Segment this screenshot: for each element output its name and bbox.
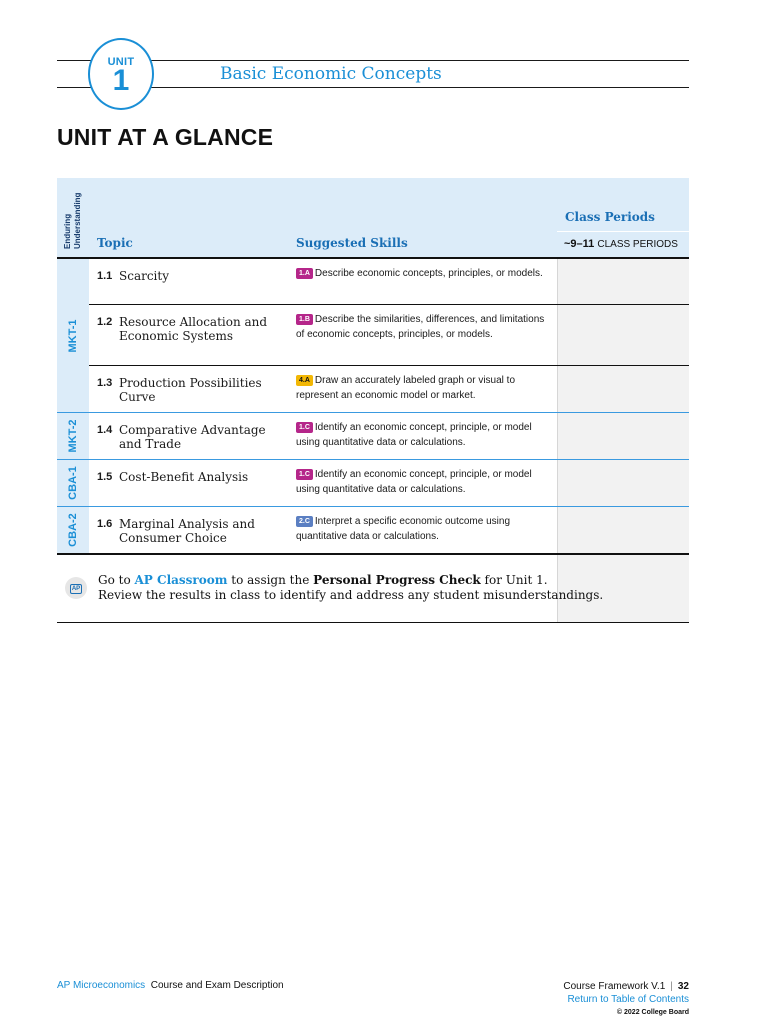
eu-group-cba-2 xyxy=(57,507,689,555)
progress-check-row xyxy=(57,555,689,623)
skill xyxy=(296,374,546,403)
skill xyxy=(296,267,546,282)
unit-badge xyxy=(88,38,154,110)
topic-number: 1.2 xyxy=(97,316,113,328)
eu-group-mkt-2 xyxy=(57,413,689,460)
skill-badge: 1.C xyxy=(296,422,313,433)
skill-text: Describe economic concepts, principles, or models. xyxy=(314,268,543,279)
skill-text: Interpret a specific economic outcome using quantitative data or calculations. xyxy=(296,516,511,542)
topic xyxy=(97,376,287,404)
skill xyxy=(296,313,546,342)
skill xyxy=(296,468,546,497)
skill-badge: 2.C xyxy=(296,516,313,527)
header-topic: Topic xyxy=(97,236,133,250)
topic-name: Scarcity xyxy=(119,269,169,283)
eu-column xyxy=(57,507,89,553)
skill-text: Identify an economic concept, principle, or model using quantitative data or calculations. xyxy=(296,422,532,448)
class-periods-cell xyxy=(557,413,689,459)
topic-name: Production Possibilities Curve xyxy=(119,376,262,404)
return-to-toc-link[interactable]: Return to Table of Contents xyxy=(567,994,689,1005)
topic-number: 1.1 xyxy=(97,270,113,282)
eu-label: CBA-1 xyxy=(67,466,79,500)
topic-name: Comparative Advantage and Trade xyxy=(119,423,266,451)
class-periods-cell xyxy=(557,507,689,553)
topic xyxy=(97,423,287,451)
skill-badge: 1.A xyxy=(296,268,313,279)
eu-group-mkt-1 xyxy=(57,259,689,413)
header-class-periods xyxy=(557,178,689,257)
topic-number: 1.3 xyxy=(97,377,113,389)
topic-name: Marginal Analysis and Consumer Choice xyxy=(119,517,255,545)
topic-name: Cost-Benefit Analysis xyxy=(119,470,249,484)
skill xyxy=(296,421,546,450)
table-row xyxy=(89,259,689,305)
eu-group-cba-1 xyxy=(57,460,689,507)
footer-brand: AP Microeconomics xyxy=(57,980,146,991)
page-title: UNIT AT A GLANCE xyxy=(57,124,274,150)
unit-word: UNIT xyxy=(107,56,135,68)
topic-number: 1.5 xyxy=(97,471,113,483)
topic-name: Resource Allocation and Economic Systems xyxy=(119,315,268,343)
table-row xyxy=(89,413,689,459)
skill-badge: 1.C xyxy=(296,469,313,480)
table-row xyxy=(89,460,689,506)
eu-column xyxy=(57,460,89,506)
ap-classroom-icon: AP xyxy=(65,577,87,599)
skill-text: Identify an economic concept, principle, or model using quantitative data or calculations. xyxy=(296,469,532,495)
footer-framework: Course Framework V.1 xyxy=(563,981,666,992)
class-periods-cell xyxy=(557,259,689,304)
class-periods-cell xyxy=(557,305,689,365)
skill-badge: 1.B xyxy=(296,314,313,325)
header-enduring-understanding: Enduring Understanding xyxy=(63,192,82,249)
header-suggested-skills: Suggested Skills xyxy=(296,236,408,250)
topic-number: 1.6 xyxy=(97,518,113,530)
footer-left xyxy=(57,980,284,991)
skill xyxy=(296,515,546,544)
page-number: 32 xyxy=(677,981,689,992)
table-row xyxy=(89,366,689,412)
footer-doc: Course and Exam Description xyxy=(150,980,284,991)
table-header xyxy=(57,178,689,259)
table-row xyxy=(89,507,689,553)
class-periods-label: Class Periods xyxy=(565,210,655,224)
class-periods-cell xyxy=(557,460,689,506)
class-periods-divider xyxy=(557,231,689,232)
topic xyxy=(97,269,287,283)
unit-title: Basic Economic Concepts xyxy=(220,64,442,84)
topic xyxy=(97,517,287,545)
class-periods-value: ~9–11 CLASS PERIODS xyxy=(564,238,678,250)
eu-column xyxy=(57,413,89,459)
skill-text: Describe the similarities, differences, and limitations of economic concepts, principles, or models. xyxy=(296,314,545,340)
skill-badge: 4.A xyxy=(296,375,313,386)
eu-label: MKT-2 xyxy=(67,419,79,453)
topic xyxy=(97,470,287,484)
skill-text: Draw an accurately labeled graph or visual to represent an economic model or market. xyxy=(296,375,516,401)
unit-number: 1 xyxy=(112,64,130,97)
copyright: © 2022 College Board xyxy=(616,1009,689,1016)
topic xyxy=(97,315,287,343)
unit-table xyxy=(57,178,689,555)
table-row xyxy=(89,305,689,366)
eu-label: MKT-1 xyxy=(67,319,79,352)
eu-column xyxy=(57,259,89,412)
class-periods-cell xyxy=(557,366,689,412)
topic-number: 1.4 xyxy=(97,424,113,436)
progress-check-text: Go to AP Classroom to assign the Personal Progress Check for Unit 1. Review the results in class to identify and address any student misunderstandings. xyxy=(98,573,604,602)
eu-label: CBA-2 xyxy=(67,513,79,547)
footer-right: Course Framework V.1 | 32 Return to Table of Contents © 2022 College Board xyxy=(563,980,689,1019)
ap-classroom-link[interactable]: AP Classroom xyxy=(134,573,228,587)
